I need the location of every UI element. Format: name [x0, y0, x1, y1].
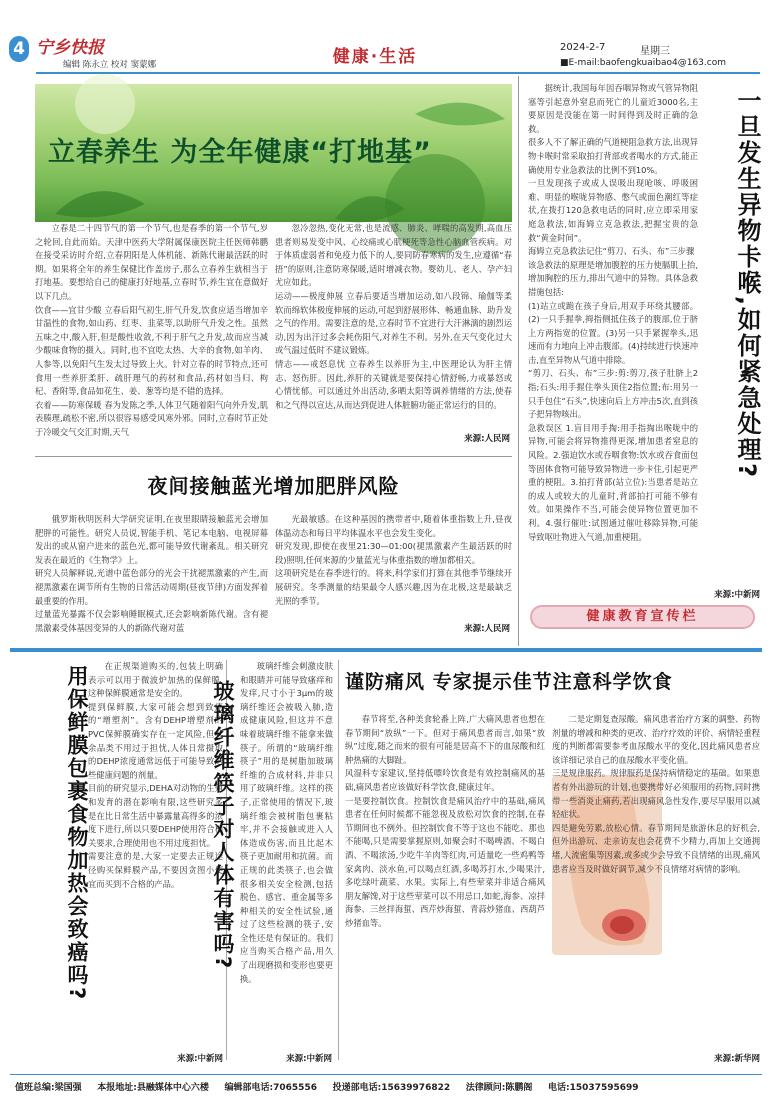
- section-separator: [10, 648, 762, 652]
- source-fiberglass-chopsticks: 来源:中新网: [286, 1054, 332, 1064]
- source-plastic-wrap: 来源:中新网: [177, 1054, 223, 1064]
- footer-rule: [10, 1074, 762, 1075]
- article-title-choking: 一旦发生异物卡喉,如何紧急处理?: [733, 88, 761, 480]
- article-title-spring: 立春养生 为全年健康“打地基”: [48, 137, 432, 168]
- article-title-gout: 谨防痛风 专家提示佳节注意科学饮食: [345, 671, 673, 693]
- divider: [35, 456, 512, 457]
- column-divider: [518, 76, 519, 646]
- source-bluelight: 来源:人民网: [464, 624, 510, 634]
- source-gout: 来源:新华网: [714, 1054, 760, 1064]
- footer-info: 值班总编:梁国强 本报地址:县融媒体中心六楼 编辑部电话:7065556 投递部电话:15639976822 法律顾问:陈鹏阁 电话:15037595699: [15, 1083, 639, 1093]
- source-choking: 来源:中新网: [714, 590, 760, 600]
- page-number: 4: [9, 36, 29, 62]
- paper-name-logo: 宁乡快报: [36, 38, 104, 58]
- article-body-choking: 据统计,我国每年因吞咽异物或气管异物阻塞等引起意外窒息而死亡的儿童近3000名,主要原因是没能在第一时间得到及时正确的急救。 很多人不了解正确的气道梗阻急救方法,出现异物卡喉时常采取拍打背部或者喝水的方式,能正确使用专业急救法的比例不到10%。 一旦发现孩子或成人误吸出现呛咳、呼吸困难、明显的喉咙异物感、憋气或面色潮红等症状,在拨打120急救电话的同时,应立即采用家庭急救法,如海姆立克急救法,把握宝贵的急救“黄金时间”。 海姆立克急救法记住“剪刀、石头、布”三步骤 该急救法的原理是增加腹腔的压力使膈肌上抬,增加胸腔的压力,排出气道中的异物。具体急救措施包括: (1)站立或跪在孩子身后,用双手环绕其腰部。(2)一只手握拳,拇指侧抵住孩子的腹部,位于脐上方两指宽的位置。(3)另一只手紧握拳头,迅速而有力地向上冲击腹部。(4)持续进行快速冲击,直至异物从气道中排除。 “剪刀、石头、布”三步:剪:剪刀,孩子肚脐上2指;石头:用手握住拳头顶住2指位置;布:用另一只手包住“石头”,快速向后上方冲击5次,直到孩子把异物咳出。 急救误区 1.盲目用手掏:用手指掏出喉咙中的异物,可能会将异物推得更深,增加患者窒息的风险。2.强迫饮水或吞咽食物:饮水或吞食面包等固体食物可能导致异物进一步卡住,引起更严重的梗阻。3.拍打背部(站立位):当患者是站立的成人或较大的儿童时,背部拍打可能不够有效。如果操作不当,可能会使异物位置更加不利。4.强行催吐:试图通过催吐移除异物,可能导致呕吐物进入气道,加重梗阻。: [528, 83, 698, 542]
- section-title: 健康·生活: [332, 47, 418, 67]
- article-body-plastic-wrap: 在正规渠道购买的,包装上明确表示可以用于微波炉加热的保鲜膜,这种保鲜膜通常是安全的。 提到保鲜膜,大家可能会想到致癌的“增塑剂”。含有DEHP增塑剂的PVC保鲜膜确实存在一定风险,但其余品类不用过于担忧,人体日常摄取的DEHP浓度通常远低于可能导致这些健康问题的剂量。 目前的研究显示,DEHA对动物的生殖和发育的潜在影响有限,这些研究多是在比日常生活中暴露量高得多的浓度下进行,所以只要DEHP使用符合相关要求,合理使用也不用过度担忧。 需要注意的是,大家一定要去正规途径购买保鲜膜产品,不要因贪图小便宜而买到不合格的产品。: [88, 661, 223, 889]
- divider: [338, 660, 339, 1060]
- article-body-spring-col1: 立春是二十四节气的第一个节气,也是春季的第一个节气,岁之轮回,自此而始。天津中医药大学附属保康医院主任医师韩鹏在接受采访时介绍,立春阴阳是人体机能、新陈代谢最活跃的时期。如果将全年的养生保健比作盖房子,那么立春养生就相当于打地基。要想给自己的健康打好地基,立春时节,养生宜在意做好以下几点。 饮食——宜甘少酸 立春后阳气初生,肝气升发,饮食应适当增加辛甘温性的食物,如山药、红枣、韭菜等,以助肝气升发之性。虽然五味之中,酸入肝,但是酸性收敛,不利于肝气之升发,故而应当减少酸味食物的摄入。同时,也不宜吃太热、大辛的食物,如羊肉、人参等,以免阳气生发太过导致上火。针对立春的时节特点,还可食用一些养肝柔肝、疏肝理气的药材和食品,药材如当归、枸杞、香附等,食品如花生、姜、葱等均是不错的选择。 衣着——防寒保暖 春为发陈之季,人体卫气随着阳气向外升发,肌表腠理,疏松不密,所以很容易感受风寒外邪。同时,立春时节正处于冷暖交气交汇时期,天气: [35, 223, 268, 437]
- article-body-fiberglass-chopsticks: 玻璃纤维会刺激皮肤和眼睛并可能导致瘙痒和发痒,尺寸小于3μm的玻璃纤维还会被吸入肺,造成健康风险,但这并不意味着玻璃纤维不能拿来做筷子。所谓的“玻璃纤维筷子”用的是树脂加玻璃纤维的合成材料,并非只用了玻璃纤维。这样的筷子,正常使用的情况下,玻璃纤维会被树脂包裹粘牢,并不会接触或进入人体造成伤害,而且比起木筷子更加耐用和抗菌。而正规的此类筷子,也会做很多相关安全检测,包括脱色、感官、重金属等多种相关的安全性试验,通过了这些检测的筷子,安全性还是有保证的。我们应当购买合格产品,用久了出现磨损和变形也要更换。: [240, 661, 333, 984]
- article-title-fiberglass-chopsticks: 玻璃纤维筷子对人体有害吗?: [211, 680, 235, 971]
- header-rule: [36, 72, 760, 74]
- article-title-bluelight: 夜间接触蓝光增加肥胖风险: [147, 474, 400, 498]
- editor-line: 编辑 陈永立 校对 窦蒙娜: [63, 60, 157, 70]
- email: ■E-mail:baofengkuaibao4@163.com: [560, 58, 726, 68]
- article-title-plastic-wrap: 用保鲜膜包裹食物加热会致癌吗?: [65, 665, 89, 1002]
- article-body-spring-col2: 忽冷忽热,变化无常,也是流感、肺炎、哮喘的高发期,高血压患者则易发变中风、心绞痛或心肌梗死等急性心脑血管疾病。对于体质虚弱者和免疫力低下的人,要同防春寒病的发生,应遵循“春捂”的原则,注意防寒保暖,适时增减衣物。婴幼儿、老人、孕产妇尤应如此。 运动——极度伸展 立春后要适当增加运动,如八段锦、瑜伽等柔软而绵软体极度伸展的运动,可起到舒展形体、畅通血脉、助升发之气的作用。需要注意的是,立春时节不宜进行大汗淋漓的剧烈运动,因为出汗过多会耗伤阳气,对养生不利。另外,在天气变化过大或气温过低时不建议锻炼。 情志——戒怒息忧 立春养生以养肝为主,中医理论认为肝主情志、怒伤肝。因此,养肝的关键就是要保持心情舒畅,力戒暴怒或心情忧郁。可以通过外出活动,多晒太阳等调养情绪的方法,使春和之气得以宣达,从而达到促进人体脏腑功能正常运行的目的。: [275, 223, 512, 410]
- health-education-banner: 健康教育宣传栏: [530, 605, 755, 629]
- article-body-bluelight-col2: 光最敏感。在这种基因的携带者中,随着体重指数上升,昼夜体温动态和每日平均体温水平也会发生变化。 研究发现,即使在夜里21:30—01:00(褪黑激素产生最活跃的时段)照明,任何来源的少量蓝光与体重指数的增加都相关。 这项研究是在春季进行的。将来,科学家们打算在其他季节继续开展研究。冬季测量的结果最令人感兴趣,因为在北极,这是最缺乏光照的季节。: [275, 514, 512, 606]
- article-body-gout-col2: 二是定期复查尿酸。痛风患者治疗方案的调整、药物剂量的增减和种类的更改、治疗疗效的评价、病情轻重程度的判断都需要参考血尿酸水平的变化,因此痛风患者应该详细记录自己的血尿酸水平变化值。 三是规律服药。规律服药是保持病情稳定的基础。如果患者有外出游玩的计划,也要携带好必须服用的药物,同时携带一些消炎止痛药,若出现痛风急性发作,要尽早服用以减轻症状。 四是避免劳累,放松心情。春节期间是旅游休息的好机会,但外出游玩、走亲访友也会花费不少精力,再加上交通拥堵,人流密集等因素,或多或少会导致不良情绪的出现,痛风患者应当及时做好调节,减少不良情绪对病情的影响。: [552, 714, 760, 874]
- weekday: 星期三: [640, 46, 670, 57]
- issue-date: 2024-2-7: [560, 42, 606, 53]
- source-spring: 来源:人民网: [464, 434, 510, 444]
- article-body-gout-col1: 春节将至,各种美食轮番上阵,广大痛风患者也想在春节期间“放纵”一下。但对于痛风患者而言,如果“放纵”过度,随之而来的很有可能是居高不下的血尿酸和红肿热痛的大脚趾。 风湿科专家建议,坚持低嘌呤饮食是有效控制痛风的基础,痛风患者应该做好科学饮食,健康过年。 一是要控制饮食。控制饮食是痛风治疗中的基础,痛风患者在任何时候都不能忽视及放松对饮食的控制,在春节期间也不例外。但控制饮食不等于这也不能吃、那也不能喝,只是需要掌握原则,如聚会时不喝啤酒、不喝白酒、不喝浓汤,少吃牛羊肉等红肉,可适量吃一些鸡鸭等家禽肉、淡水鱼,可以喝点红酒,多喝苏打水,少喝果汁,多吃绿叶蔬菜、水果。实际上,有些荤菜并非适合痛风朋友解馋,对于这些荤菜可以不用忌口,如蛇,海参、凉拌海参、三丝拌海蜇、西芹炒海蜇、青蒜炒猪血、西葫芦炒猪血等。: [345, 714, 545, 928]
- article-body-bluelight-col1: 俄罗斯秋明医科大学研究证明,在夜里眼睛接触蓝光会增加肥胖的可能性。研究人员说,智能手机、笔记本电脑、电视屏幕发出的或从窗户进来的蓝色光,都可能导致代谢紊乱。相关研究发表在最近的《生物学》上。 研究人员解释说,光谱中蓝色部分的光会干扰褪黑激素的产生,而褪黑激素在调节所有生物的日常活动周期(昼夜节律)方面发挥着最重要的作用。 过量蓝光暴露不仅会影响睡眠模式,还会影响新陈代谢。含有褪黑激素受体基因变异的人的新陈代谢对蓝: [35, 514, 268, 633]
